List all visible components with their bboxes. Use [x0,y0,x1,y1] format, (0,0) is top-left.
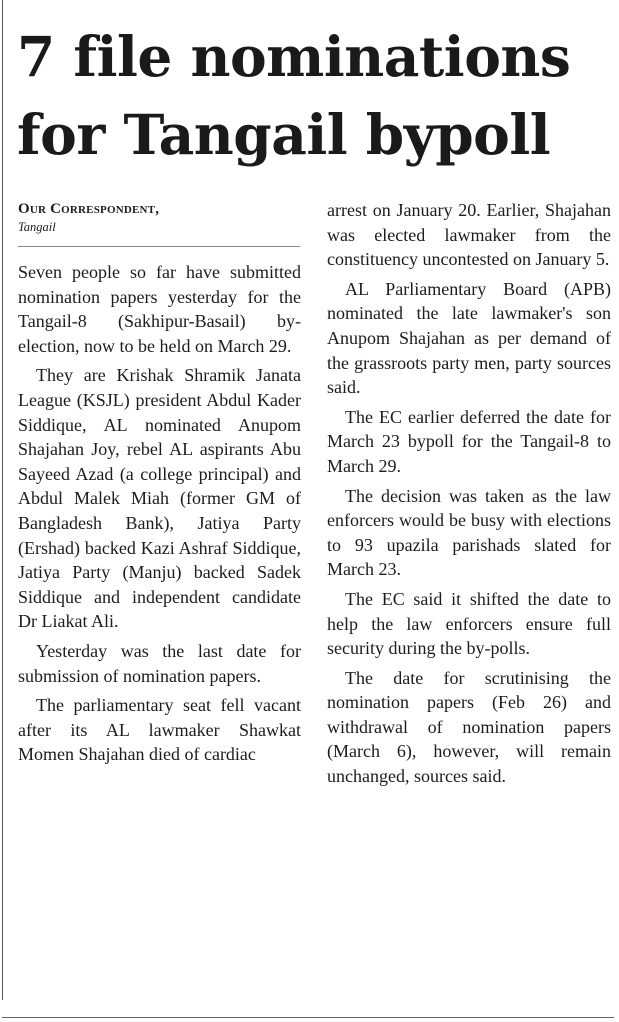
article-paragraph: They are Krishak Shramik Janata League (KSJL) president Abdul Kader Siddique, AL nominated Anupom Shajahan Joy, rebel AL aspirants Abu Sayeed Azad (a college principal) and Abdul Malek Miah (former GM of Bangladesh Bank), Jatiya Party (Ershad) backed Kazi Ashraf Siddique, Jatiya Party (Manju) backed Sadek Siddique and independent candidate Dr Liakat Ali. [18,365,301,632]
article-paragraph: Yesterday was the last date for submission of nomination papers. [18,640,301,686]
article-paragraph: arrest on January 20. Earlier, Shajahan was elected lawmaker from the constituency uncontested on January 5. [327,200,611,270]
article-column-left [18,260,301,772]
article-paragraph: The parliamentary seat fell vacant after its AL lawmaker Shawkat Momen Shajahan died of cardiac [18,695,301,765]
left-column-rule [2,0,3,1000]
article-paragraph: The EC earlier deferred the date for March 23 bypoll for the Tangail-8 to March 29. [327,406,611,476]
byline-author: Our Correspondent, [18,201,160,217]
bottom-rule [2,1017,614,1018]
article-paragraph: The EC said it shifted the date to help the law enforcers ensure full security during the by-polls. [327,588,611,659]
article-column-right [327,198,611,794]
headline-line-1: 7 file nominations [17,24,571,89]
headline-line-2: for Tangail bypoll [17,102,551,167]
article-paragraph: Seven people so far have submitted nomination papers yesterday for the Tangail-8 (Sakhipur-Basail) by-election, now to be held on March 29. [18,262,301,356]
byline-location: Tangail [18,220,56,234]
article-paragraph: AL Parliamentary Board (APB) nominated the late lawmaker's son Anupom Shajahan as per demand of the grassroots party men, party sources said. [327,278,611,398]
headline [17,18,617,174]
article-paragraph: The date for scrutinising the nomination papers (Feb 26) and withdrawal of nomination papers (March 6), however, will remain unchanged, sources said. [327,667,611,787]
byline-divider [18,246,300,247]
byline [18,199,300,235]
article-paragraph: The decision was taken as the law enforcers would be busy with elections to 93 upazila parishads slated for March 23. [327,485,611,580]
